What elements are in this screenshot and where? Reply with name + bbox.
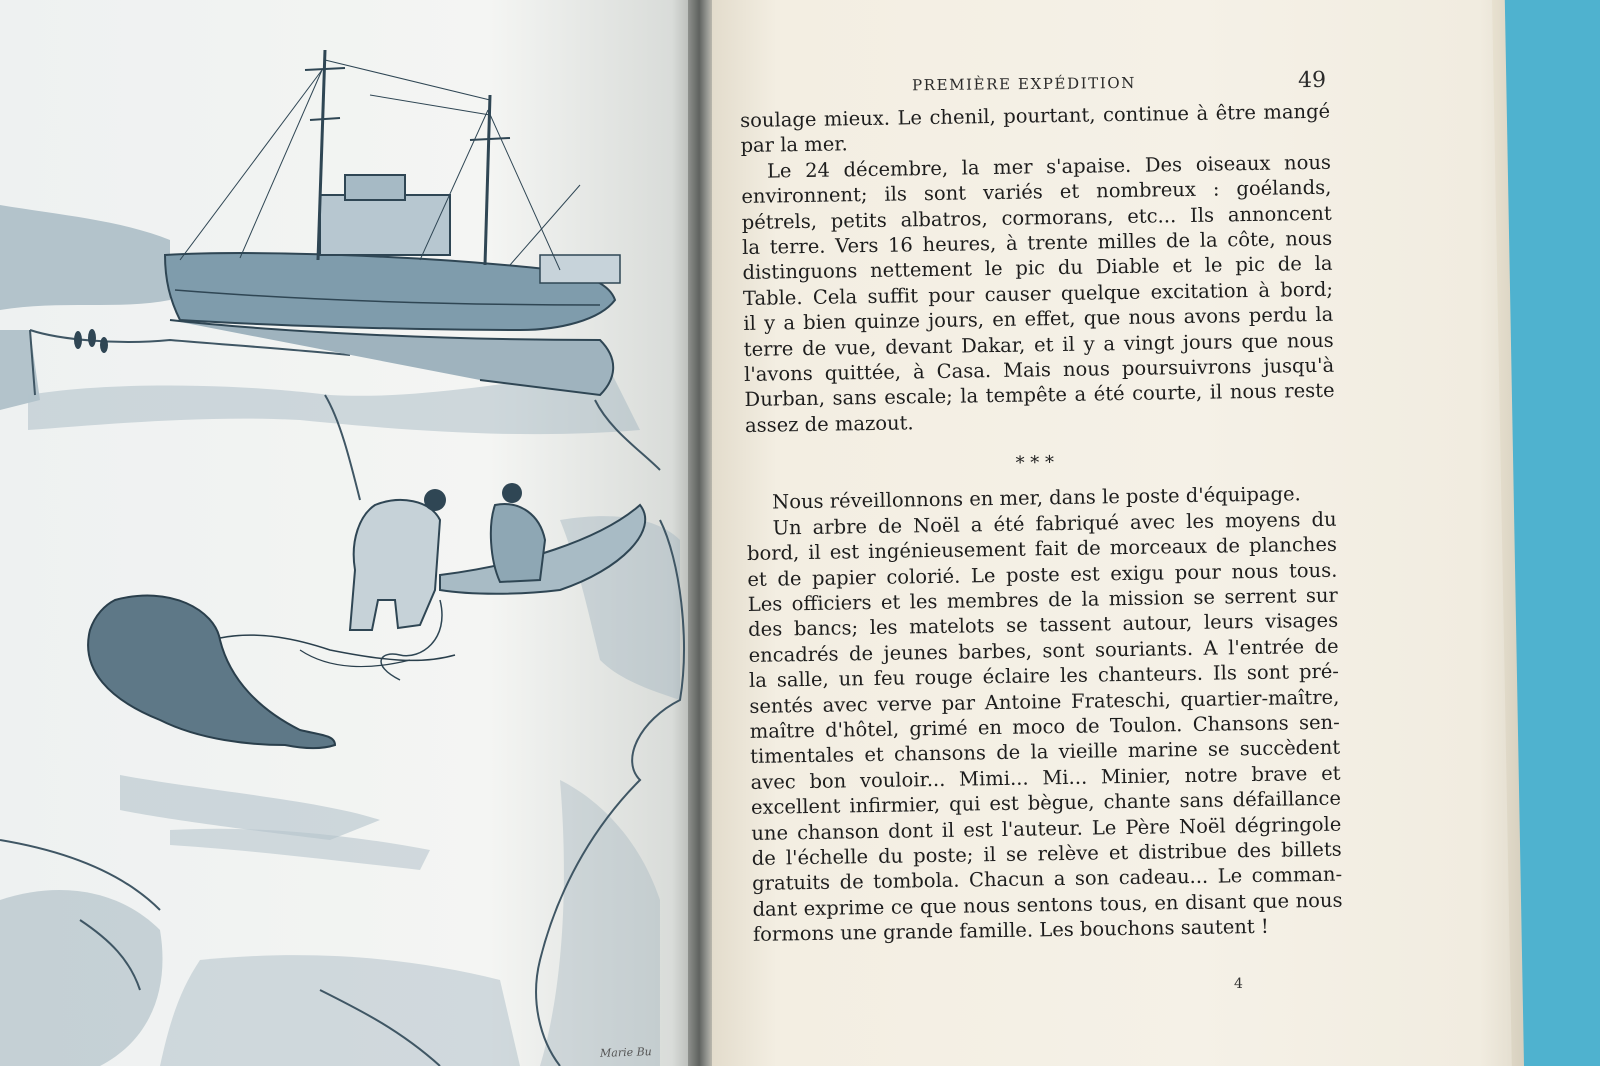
text-line: assez de mazout.: [744, 411, 914, 437]
text-line: et de papier colorié. Le poste est exigu pour nous tous.: [747, 558, 1338, 591]
text-line: environnent; ils sont variés et nombreux : goélands,: [741, 175, 1332, 209]
text-line: pétrels, petits albatros, cormorans, etc... Ils annoncent: [741, 201, 1332, 234]
text-line: excellent infirmier, qui est bègue, chante sans défaillance: [750, 786, 1342, 820]
ship-and-seal-illustration: [0, 0, 700, 1066]
text-line: l'avons quittée, à Casa. Mais nous poursuivrons jusqu'à: [744, 353, 1335, 387]
text-line: maître d'hôtel, grimé en moco de Toulon. Chansons sen-: [749, 710, 1340, 743]
text-line: soulage mieux. Le chenil, pourtant, continue à être mangé: [740, 99, 1331, 132]
text-line: une chanson dont il est l'auteur. Le Père Noël dégringole: [751, 812, 1342, 845]
text-line: terre de vue, devant Dakar, et il y a vingt jours que nous: [743, 328, 1334, 361]
text-line: Les officiers et les membres de la mission se serrent sur: [747, 583, 1338, 616]
text-line: distinguons nettement le pic du Diable et le pic de la: [742, 252, 1333, 285]
text-line: encadrés de jeunes barbes, sont souriants. A l'entrée de: [748, 634, 1339, 667]
text-line: il y a bien quinze jours, en effet, que nous avons perdu la: [743, 302, 1334, 336]
text-line: Un arbre de Noël a été fabriqué avec les moyens du: [772, 507, 1337, 540]
text-line: de l'échelle du poste; il se relève et distribue des billets: [751, 837, 1342, 870]
text-line: gratuits de tombola. Chacun a son cadeau... Le comman-: [752, 863, 1343, 896]
text-line: timentales et chansons de la vieille marine se succèdent: [750, 735, 1341, 769]
book-gutter: [688, 0, 716, 1066]
illustration-credit: Marie Bu: [599, 1045, 652, 1060]
text-line: la terre. Vers 16 heures, à trente milles de la côte, nous: [742, 226, 1333, 260]
section-separator: * * *: [1015, 452, 1055, 474]
text-line: la salle, un feu rouge éclaire les chanteurs. Ils sont pré-: [748, 659, 1340, 693]
text-line: avec bon vouloir... Mimi... Mi... Minier, notre brave et: [750, 761, 1341, 794]
text-line: Le 24 décembre, la mer s'apaise. Des oiseaux nous: [766, 150, 1332, 183]
text-line: sentés avec verve par Antoine Frateschi, quartier-maître,: [749, 685, 1340, 718]
running-header: PREMIÈRE EXPÉDITION: [911, 73, 1137, 95]
text-line: par la mer.: [740, 132, 848, 158]
page-number: 49: [1297, 67, 1327, 94]
text-line: formons une grande famille. Les bouchons sautent !: [752, 914, 1269, 947]
text-line: Table. Cela suffit pour causer quelque excitation à bord;: [742, 277, 1334, 310]
penguins: [74, 329, 108, 353]
ship: [165, 50, 620, 395]
page-text: [740, 99, 1343, 948]
text-line: bord, il est ingénieusement fait de morceaux de planches: [746, 532, 1338, 566]
text-line: des bancs; les matelots se tassent autour, leurs visages: [748, 608, 1339, 642]
text-line: dant exprime ce que nous sentons tous, en disant que nous: [752, 888, 1343, 921]
text-line: Nous réveillonnons en mer, dans le poste d'équipage.: [772, 482, 1301, 514]
text-line: Durban, sans escale; la tempête a été courte, il nous reste: [744, 379, 1335, 412]
footer-mark: 4: [1234, 976, 1243, 992]
